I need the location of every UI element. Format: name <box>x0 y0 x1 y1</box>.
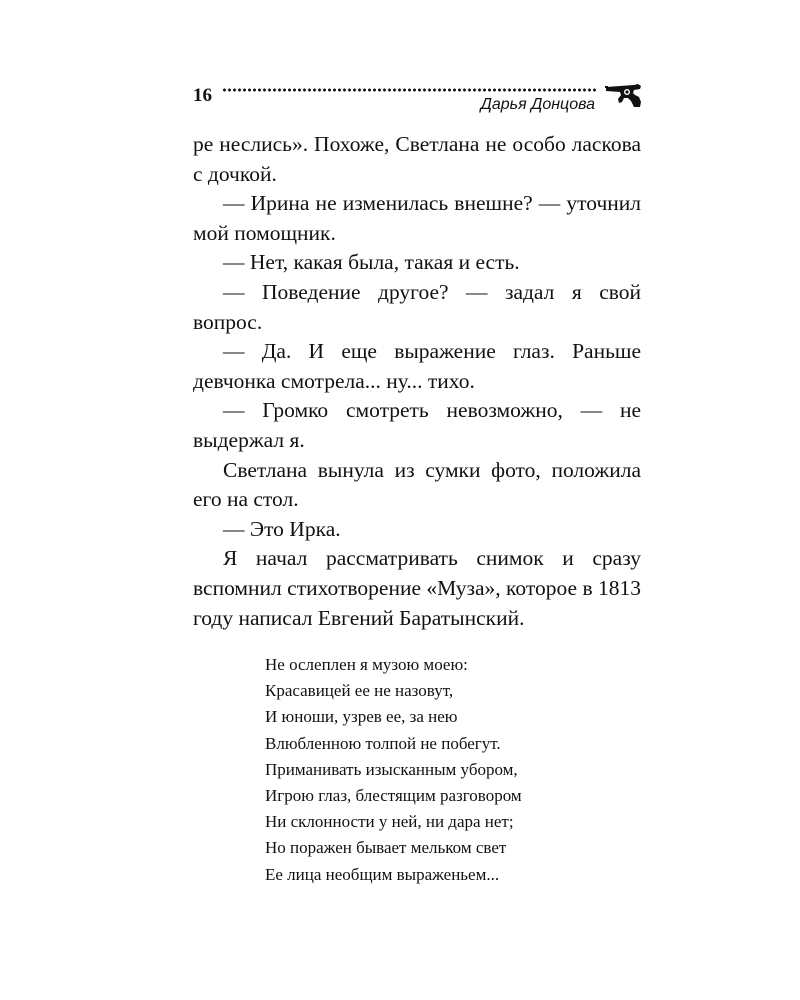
paragraph: — Это Ирка. <box>223 516 341 541</box>
poem-line: И юноши, узрев ее, за нею <box>265 707 458 727</box>
paragraph: — Громко смотреть невозможно, — не выдержал я. <box>193 398 641 452</box>
poem-line: Не ослеплен я музою моею: <box>265 655 468 674</box>
revolver-icon <box>604 81 646 109</box>
poem-line: Влюбленною толпой не побегут. <box>265 733 501 753</box>
poem-line: Игрою глаз, блестящим разговором <box>265 786 522 806</box>
page-number: 16 <box>193 85 212 106</box>
poem-line: Но поражен бывает мельком свет <box>265 838 507 858</box>
poem-line: Приманивать изысканным убором, <box>265 759 518 779</box>
paragraph: — Нет, какая была, такая и есть. <box>223 250 520 275</box>
poem-line: Ее лица необщим выраженьем... <box>265 864 500 884</box>
paragraph: — Ирина не изменилась внешне? — уточнил мой помощник. <box>193 191 641 245</box>
dotted-rule <box>222 87 597 93</box>
poem <box>265 652 625 888</box>
body-text <box>193 130 641 633</box>
running-head-author: Дарья Донцова <box>480 96 595 113</box>
poem-line: Ни склонности у ней, ни дара нет; <box>265 812 514 832</box>
paragraph: — Да. И еще выражение глаз. Раньше девчонка смотрела... ну... тихо. <box>193 339 641 393</box>
paragraph: — Поведение другое? — задал я свой вопрос. <box>193 279 641 334</box>
paragraph: Я начал рассматривать снимок и сразу вспомнил стихотворение «Муза», которое в 1813 году написал Евгений Баратынский. <box>193 546 641 630</box>
poem-line: Красавицей ее не назовут, <box>265 681 454 701</box>
paragraph: ре неслись». Похоже, Светлана не особо ласкова с дочкой. <box>193 132 641 186</box>
paragraph: Светлана вынула из сумки фото, положила его на стол. <box>193 457 641 512</box>
